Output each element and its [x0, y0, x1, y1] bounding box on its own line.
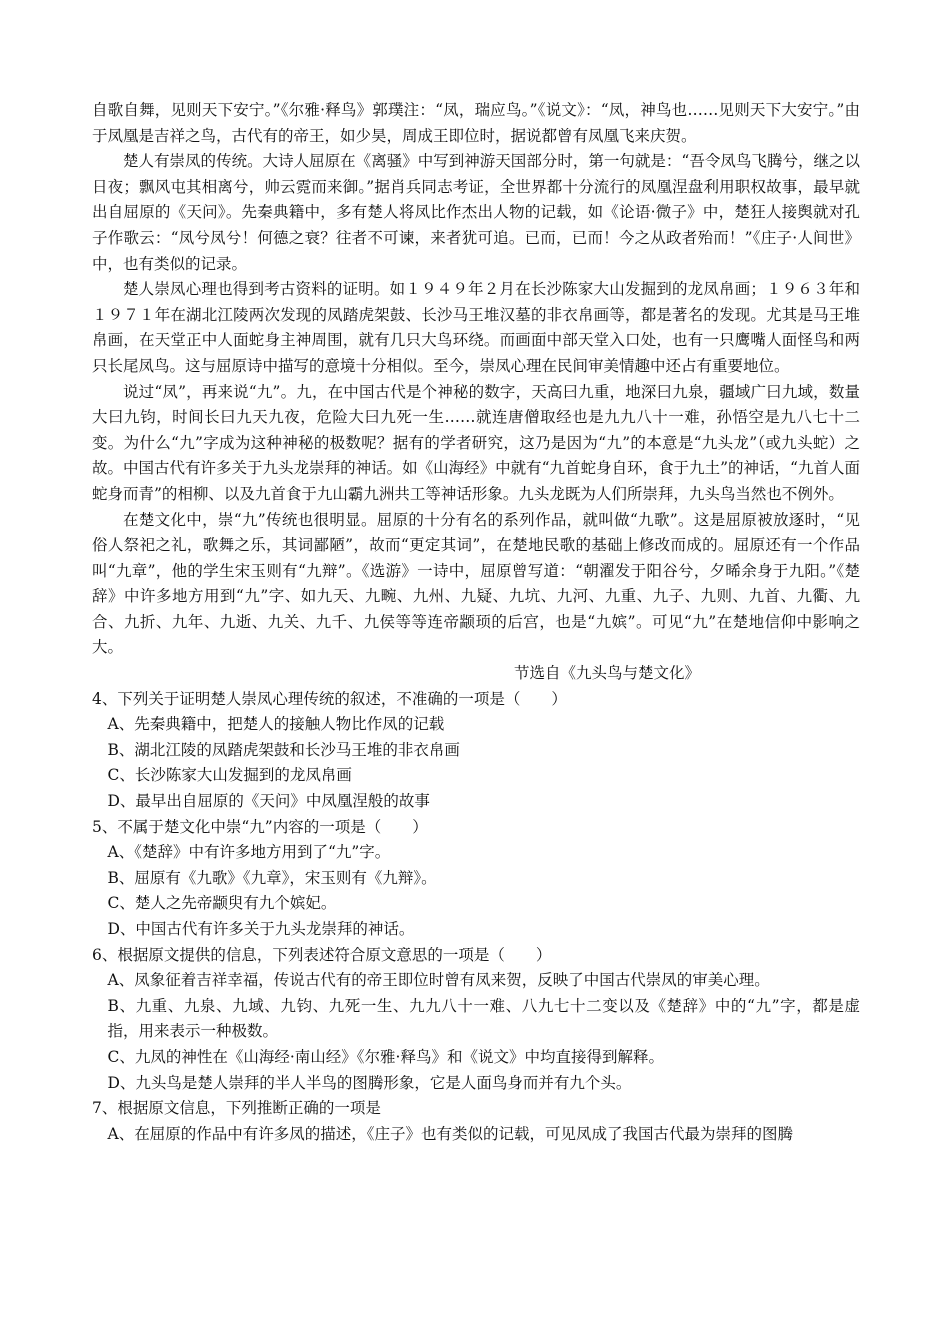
passage-paragraph: 自歌自舞，见则天下安宁。”《尔雅·释鸟》郭璞注：“凤，瑞应鸟。”《说文》：“凤，神鸟也……见则天下大安宁。”由于凤凰是吉祥之鸟，古代有的帝王，如少昊，周成王即位时，据说都曾有凤凰飞来庆贺。 — [92, 101, 860, 145]
option-a: A、在屈原的作品中有许多凤的描述，《庄子》也有类似的记载，可见凤成了我国古代最为崇拜的图腾 — [107, 1124, 793, 1143]
option-c: C、长沙陈家大山发掘到的龙凤帛画 — [107, 766, 352, 785]
passage-paragraph: 楚人有崇凤的传统。大诗人屈原在《离骚》中写到神游天国部分时，第一句就是：“吾令凤鸟飞腾兮，继之以日夜；飘风屯其相离兮，帅云霓而来御。”据肖兵同志考证，全世界都十分流行的凤凰涅盘利用职权故事，最早就出自屈原的《天问》。先秦典籍中，多有楚人将凤比作杰出人物的记载，如《论语·微子》中，楚狂人接舆就对孔子作歌云：“凤兮凤兮！何德之衰？往者不可谏，来者犹可追。已而，已而！今之从政者殆而！”《庄子·人间世》中，也有类似的记录。 — [92, 152, 860, 273]
question-4 — [92, 687, 860, 815]
option-c: C、九凤的神性在《山海经·南山经》《尔雅·释鸟》和《说文》中均直接得到解释。 — [107, 1047, 664, 1066]
option-a: A、先秦典籍中，把楚人的接触人物比作凤的记载 — [107, 715, 445, 734]
option-a: A、《楚辞》中有许多地方用到了“九”字。 — [107, 843, 391, 862]
passage — [92, 98, 860, 687]
option-b: B、屈原有《九歌》《九章》，宋玉则有《九辩》。 — [107, 868, 437, 887]
option-d: D、中国古代有许多关于九头龙崇拜的神话。 — [107, 920, 415, 938]
passage-paragraph: 在楚文化中，崇“九”传统也很明显。屈原的十分有名的系列作品，就叫做“九歌”。这是屈原被放逐时，“见俗人祭祀之礼，歌舞之乐，其词鄙陋”，故而“更定其词”，在楚地民歌的基础上修改而成的。屈原还有一个作品叫“九章”，他的学生宋玉则有“九辩”。《选游》一诗中，屈原曾写道：“朝濯发于阳谷兮，夕晞余身于九阳。”《楚辞》中许多地方用到“九”字、如九天、九畹、九州、九疑、九坑、九河、九重、九子、九则、九首、九衢、九合、九折、九年、九逝、九关、九千、九侯等等连帝颛顼的后宫，也是“九嫔”。可见“九”在楚地信仰中影响之大。 — [92, 510, 860, 657]
question-stem: 5、不属于楚文化中崇“九”内容的一项是（ ） — [92, 817, 428, 836]
passage-paragraph: 说过“凤”，再来说“九”。九，在中国古代是个神秘的数字，天高曰九重，地深曰九泉，疆域广曰九域，数量大曰九钧，时间长曰九天九夜，危险大曰九死一生……就连唐僧取经也是九九八十一难，孙悟空是九八七十二变。为什么“九”字成为这种神秘的极数呢？据有的学者研究，这乃是因为“九”的本意是“九头龙”（或九头蛇）之故。中国古代有许多关于九头龙崇拜的神话。如《山海经》中就有“九首蛇身自环，食于九土”的神话，“九首人面蛇身而青”的相柳、以及九首食于九山霸九洲共工等神话形象。九头龙既为人们所崇拜，九头鸟当然也不例外。 — [92, 382, 860, 503]
document-page — [92, 98, 860, 1147]
option-d: D、九头鸟是楚人崇拜的半人半鸟的图腾形象，它是人面鸟身而并有九个头。 — [107, 1073, 632, 1092]
question-5 — [92, 815, 860, 943]
option-b: B、湖北江陵的凤踏虎架鼓和长沙马王堆的非衣帛画 — [107, 740, 460, 759]
option-d: D、最早出自屈原的《天问》中凤凰涅般的故事 — [107, 792, 430, 811]
question-7 — [92, 1096, 860, 1147]
option-b: B、九重、九泉、九域、九钧、九死一生、九九八十一难、八九七十二变以及《楚辞》中的“九”字，都是虚指，用来表示一种极数。 — [107, 996, 860, 1041]
passage-source: 节选自《九头鸟与楚文化》 — [513, 664, 700, 683]
passage-paragraph: 楚人崇凤心理也得到考古资料的证明。如１９４９年２月在长沙陈家大山发掘到的龙凤帛画；１９６３年和１９７１年在湖北江陵两次发现的凤踏虎架鼓、长沙马王堆汉墓的非衣帛画等，都是著名的发现。尤其是马王堆帛画，在天堂正中人面蛇身主神周围，就有几只大鸟环绕。而画面中部天堂入口处，也有一只鹰嘴人面怪鸟和两只长尾凤鸟。这与屈原诗中描写的意境十分相似。至今，崇凤心理在民间审美情趣中还占有重要地位。 — [92, 280, 860, 375]
question-stem: 4、下列关于证明楚人崇凤心理传统的叙述，不准确的一项是（ ） — [92, 689, 567, 708]
question-stem: 6、根据原文提供的信息，下列表述符合原文意思的一项是（ ） — [92, 945, 552, 964]
question-stem: 7、根据原文信息，下列推断正确的一项是 — [92, 1099, 381, 1118]
option-c: C、楚人之先帝颛臾有九个嫔妃。 — [107, 894, 337, 913]
question-6 — [92, 943, 860, 1097]
option-a: A、凤象征着吉祥幸福，传说古代有的帝王即位时曾有凤来贺，反映了中国古代崇凤的审美心理。 — [107, 971, 770, 990]
